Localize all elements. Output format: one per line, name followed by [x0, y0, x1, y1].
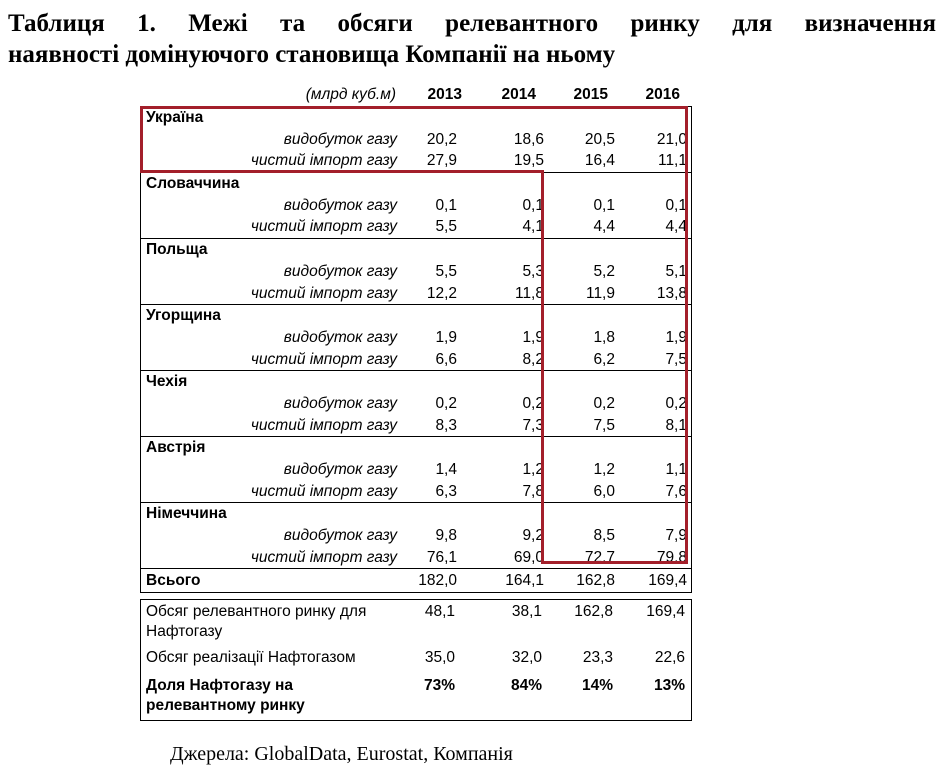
- table-cell: 6,6: [435, 350, 457, 368]
- summary-block: [140, 599, 692, 721]
- summary-label: Обсяг релевантного ринку для Нафтогазу: [146, 603, 367, 641]
- table-cell: 4,1: [522, 218, 544, 236]
- table-cell: 0,2: [522, 394, 544, 412]
- table-cell: 5,5: [435, 218, 457, 236]
- table-row: [141, 129, 691, 151]
- total-value: 169,4: [648, 572, 687, 590]
- country-row: [141, 305, 691, 327]
- gas-market-table: [140, 84, 692, 721]
- table-cell: 1,1: [665, 461, 687, 478]
- source-note: Джерела: GlobalData, Eurostat, Компанія: [170, 743, 513, 765]
- table-cell: 1,2: [522, 461, 544, 478]
- table-cell: 21,0: [656, 130, 687, 148]
- table-row: [141, 195, 691, 217]
- row-label: чистий імпорт газу: [250, 416, 397, 434]
- row-label: видобуток газу: [283, 196, 397, 214]
- table-cell: 1,4: [435, 461, 457, 478]
- row-label: чистий імпорт газу: [250, 218, 397, 236]
- summary-cell: 162,8: [574, 603, 613, 621]
- table-title-line-2: наявності домінуючого становища Компанії на ньому: [8, 41, 616, 68]
- table-cell: 1,9: [522, 328, 544, 346]
- table-cell: 79,8: [656, 548, 687, 566]
- table-cell: 6,3: [435, 482, 457, 500]
- row-label: чистий імпорт газу: [250, 482, 397, 500]
- total-value: 162,8: [576, 572, 615, 590]
- table-cell: 0,1: [593, 196, 615, 214]
- country-row: [141, 437, 691, 459]
- summary-cell: 48,1: [424, 603, 455, 621]
- table-cell: 18,6: [513, 130, 544, 148]
- summary-row: [141, 600, 691, 646]
- summary-cell: 14%: [581, 677, 613, 695]
- country-name: Словаччина: [146, 175, 240, 193]
- table-cell: 5,2: [593, 262, 615, 280]
- table-row: [141, 481, 691, 503]
- country-group: [141, 371, 691, 437]
- row-label: чистий імпорт газу: [250, 284, 397, 302]
- table-cell: 27,9: [426, 152, 457, 170]
- highlight-box-ukraine-bottom: [140, 170, 544, 173]
- table-cell: 20,2: [426, 130, 457, 148]
- table-cell: 12,2: [426, 284, 457, 302]
- country-name: Угорщина: [146, 307, 221, 325]
- table-cell: 0,2: [593, 394, 615, 412]
- summary-label: Доля Нафтогазу на релевантному ринку: [146, 677, 305, 715]
- table-cell: 1,8: [593, 328, 615, 346]
- table-cell: 7,6: [665, 482, 687, 500]
- country-row: [141, 107, 691, 129]
- row-label: чистий імпорт газу: [250, 152, 397, 170]
- row-label: видобуток газу: [283, 262, 397, 280]
- summary-row: [141, 674, 691, 721]
- table-cell: 9,2: [522, 527, 544, 545]
- year-header: 2013: [427, 86, 462, 103]
- table-cell: 8,3: [435, 416, 457, 434]
- year-header: 2014: [501, 86, 536, 103]
- table-cell: 5,1: [665, 262, 687, 280]
- table-cell: 8,2: [522, 350, 544, 368]
- table-row: [141, 547, 691, 569]
- table-cell: 9,8: [435, 527, 457, 545]
- row-label: видобуток газу: [283, 461, 397, 478]
- table-cell: 6,2: [593, 350, 615, 368]
- country-group: [141, 503, 691, 569]
- country-name: Австрія: [146, 439, 206, 457]
- country-row: [141, 239, 691, 261]
- country-row: [141, 503, 691, 525]
- year-header: 2016: [645, 86, 680, 103]
- table-cell: 0,1: [522, 196, 544, 214]
- total-value: 182,0: [418, 572, 457, 590]
- summary-cell: 23,3: [582, 649, 613, 667]
- table-cell: 19,5: [513, 152, 544, 170]
- summary-cell: 32,0: [511, 649, 542, 667]
- table-title: [8, 8, 936, 70]
- row-label: видобуток газу: [283, 130, 397, 148]
- total-label: Всього: [146, 572, 201, 590]
- table-row: [141, 283, 691, 305]
- table-row: [141, 459, 691, 481]
- table-cell: 0,2: [665, 394, 687, 412]
- summary-cell: 84%: [510, 677, 542, 695]
- summary-cell: 73%: [423, 677, 455, 695]
- table-cell: 0,1: [435, 196, 457, 214]
- table-cell: 76,1: [426, 548, 457, 566]
- table-row: [141, 327, 691, 349]
- table-row: [141, 525, 691, 547]
- country-group: [141, 305, 691, 371]
- total-value: 164,1: [505, 572, 544, 590]
- table-cell: 20,5: [584, 130, 615, 148]
- year-header: 2015: [573, 86, 608, 103]
- table-header-row: [140, 84, 692, 107]
- table-cell: 0,1: [665, 196, 687, 214]
- summary-label: Обсяг реалізації Нафтогазом: [146, 649, 356, 667]
- table-cell: 13,8: [656, 284, 687, 302]
- row-label: видобуток газу: [283, 527, 397, 545]
- country-name: Україна: [146, 109, 204, 126]
- summary-cell: 38,1: [511, 603, 542, 621]
- table-title-line-1: Таблиця 1. Межі та обсяги релевантного ринку для визначення: [8, 10, 936, 37]
- table-cell: 7,8: [522, 482, 544, 500]
- country-group: [141, 107, 691, 173]
- summary-row: [141, 646, 691, 674]
- country-name: Польща: [146, 241, 208, 259]
- table-row: [141, 349, 691, 371]
- table-cell: 1,9: [665, 328, 687, 346]
- table-cell: 4,4: [665, 218, 687, 236]
- table-cell: 7,3: [522, 416, 544, 434]
- table-cell: 69,0: [513, 548, 544, 566]
- country-group: [141, 437, 691, 503]
- table-cell: 8,1: [665, 416, 687, 434]
- summary-cell: 169,4: [646, 603, 685, 621]
- table-cell: 0,2: [435, 394, 457, 412]
- table-cell: 11,8: [514, 284, 544, 302]
- table-cell: 5,5: [435, 262, 457, 280]
- table-cell: 11,1: [657, 152, 687, 170]
- country-name: Німеччина: [146, 505, 227, 523]
- country-row: [141, 371, 691, 393]
- table-cell: 4,4: [593, 218, 615, 236]
- table-cell: 72,7: [584, 548, 615, 566]
- country-groups: [140, 107, 692, 569]
- table-row: [141, 415, 691, 437]
- total-row: [140, 569, 692, 593]
- country-name: Чехія: [146, 373, 188, 391]
- country-group: [141, 239, 691, 305]
- table-cell: 16,4: [584, 152, 615, 170]
- table-cell: 8,5: [593, 527, 615, 545]
- country-group: [141, 173, 691, 239]
- table-row: [141, 261, 691, 283]
- table-cell: 5,3: [522, 262, 544, 280]
- summary-cell: 22,6: [654, 649, 685, 667]
- row-label: чистий імпорт газу: [250, 548, 397, 566]
- table-row: [141, 216, 691, 238]
- row-label: видобуток газу: [283, 394, 397, 412]
- country-row: [141, 173, 691, 195]
- table-row: [141, 150, 691, 172]
- table-cell: 6,0: [593, 482, 615, 500]
- table-cell: 1,2: [593, 461, 615, 478]
- row-label: чистий імпорт газу: [250, 350, 397, 368]
- table-cell: 7,5: [593, 416, 615, 434]
- row-label: видобуток газу: [283, 328, 397, 346]
- table-cell: 7,9: [665, 527, 687, 545]
- unit-label: (млрд куб.м): [305, 86, 396, 103]
- table-cell: 1,9: [435, 328, 457, 346]
- table-cell: 11,9: [585, 284, 615, 302]
- summary-cell: 35,0: [424, 649, 455, 667]
- summary-cell: 13%: [653, 677, 685, 695]
- table-cell: 7,5: [665, 350, 687, 368]
- table-row: [141, 393, 691, 415]
